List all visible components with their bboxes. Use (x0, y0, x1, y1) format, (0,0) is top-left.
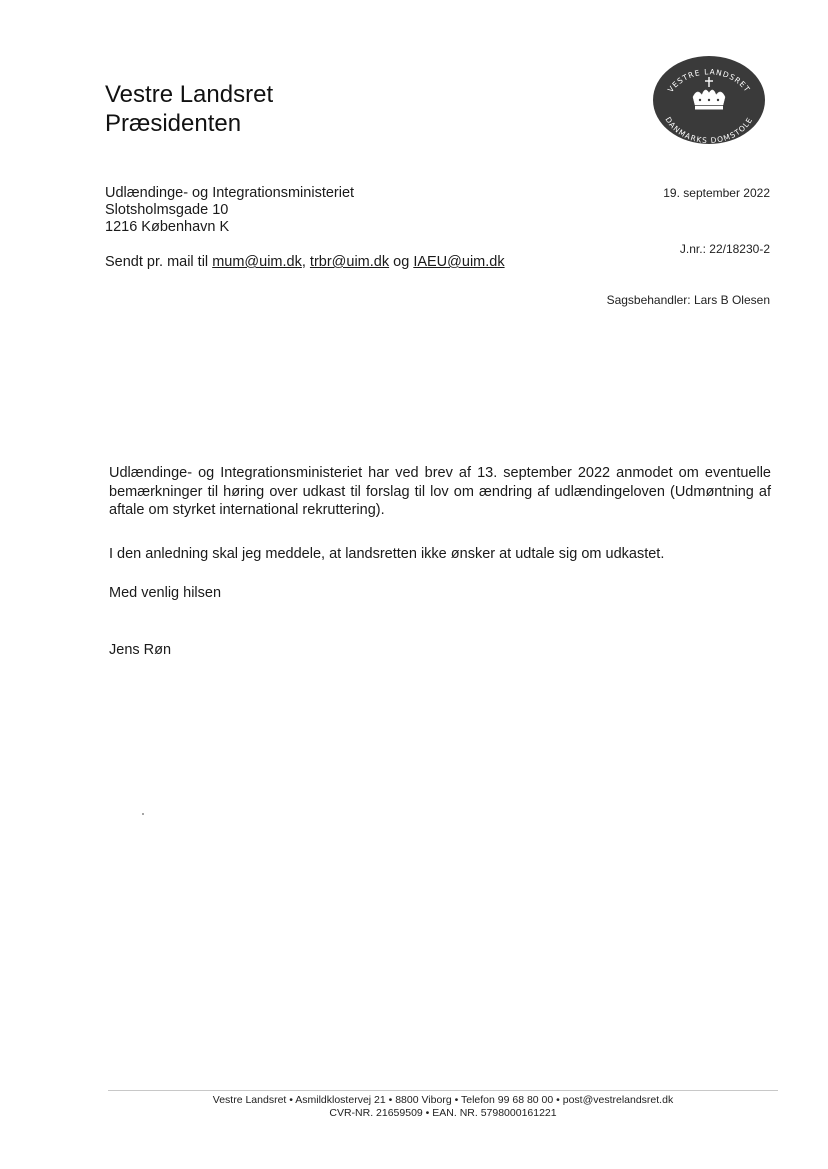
journal-number: J.nr.: 22/18230-2 (679, 242, 770, 256)
scan-speck (142, 813, 144, 815)
seal-top-text: VESTRE LANDSRET (665, 67, 753, 95)
footer-contact-line: Vestre Landsret • Asmildklostervej 21 • 8800 Viborg • Telefon 99 68 80 00 • post@vestrelandsret.dk (212, 1094, 674, 1106)
recipient-city: 1216 København K (105, 219, 230, 235)
signatory-name: Jens Røn (109, 642, 172, 658)
recipient-name: Udlændinge- og Integrationsministeriet (105, 185, 355, 201)
email-link-trbr[interactable]: trbr@uim.dk (309, 254, 390, 270)
sent-line (105, 254, 505, 270)
letterhead (105, 80, 273, 138)
sent-prefix: Sendt pr. mail til (105, 254, 209, 270)
body-paragraph-1: Udlændinge- og Integrationsministeriet har ved brev af 13. september 2022 anmodet om eventuelle bemærkninger til høring over udkast til forslag til lov om ændring af udlændingeloven (Udmøntning af aftale om styrket international rekruttering). (109, 465, 771, 518)
recipient-address (105, 185, 354, 236)
body-paragraph-2: I den anledning skal jeg meddele, at landsretten ikke ønsker at udtale sig om udkastet. (109, 546, 665, 562)
email-link-iaeu[interactable]: IAEU@uim.dk (413, 254, 505, 270)
office-title: Præsidenten (105, 110, 242, 137)
separator-og: og (393, 254, 410, 270)
footer-divider (108, 1090, 778, 1091)
closing-greeting: Med venlig hilsen (109, 585, 222, 601)
footer-registration-line: CVR-NR. 21659509 • EAN. NR. 5798000161221 (329, 1107, 557, 1119)
recipient-street: Slotsholmsgade 10 (105, 202, 229, 218)
case-handler: Sagsbehandler: Lars B Olesen (606, 293, 770, 307)
letter-date: 19. september 2022 (663, 186, 770, 200)
court-seal-logo (652, 55, 766, 145)
seal-bottom-text: DANMARKS DOMSTOLE (663, 115, 755, 145)
separator-comma: , (301, 254, 306, 270)
court-name: Vestre Landsret (105, 81, 274, 108)
email-link-mum[interactable]: mum@uim.dk (212, 254, 302, 270)
